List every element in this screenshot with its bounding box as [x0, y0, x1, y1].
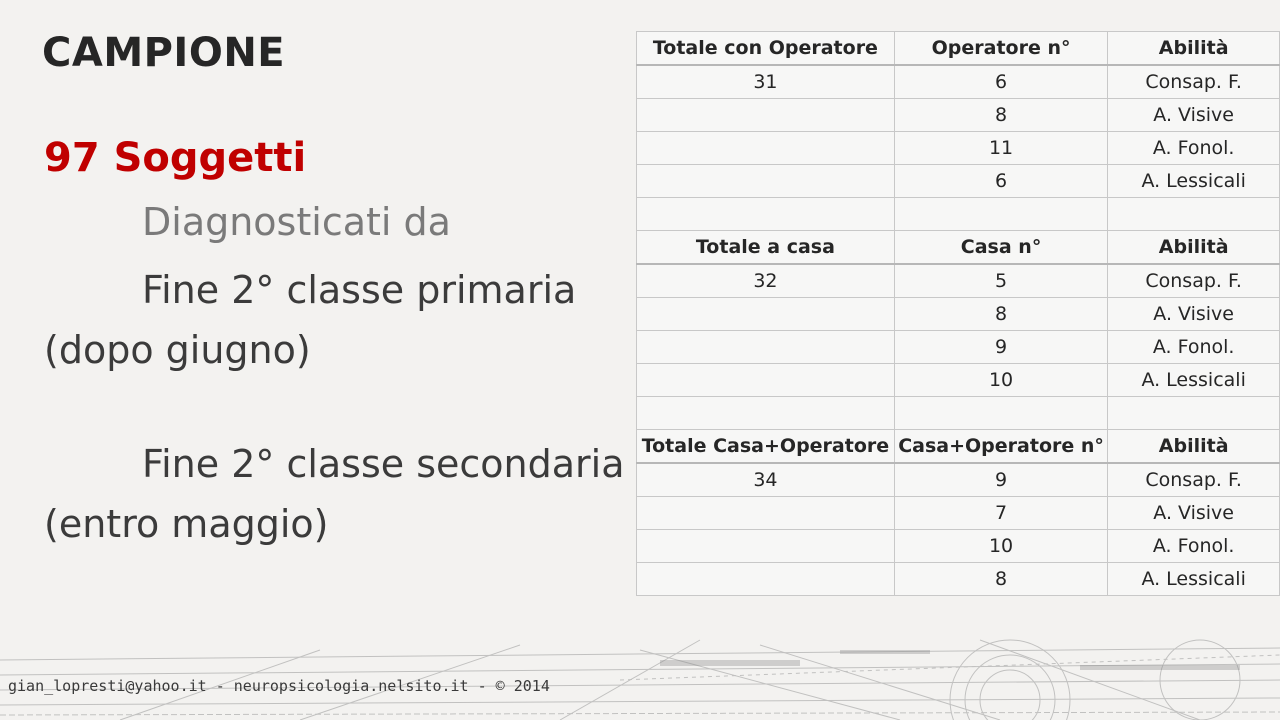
table-cell: 6 [894, 65, 1107, 99]
table-cell: 5 [894, 264, 1107, 298]
table-cell: A. Lessicali [1108, 165, 1280, 198]
text-line-primary: Fine 2° classe primaria [142, 268, 577, 312]
table-cell: Consap. F. [1108, 65, 1280, 99]
table-cell: 32 [637, 264, 895, 298]
table-cell: 7 [894, 497, 1107, 530]
table-cell: 8 [894, 563, 1107, 596]
table-row [637, 264, 1280, 298]
header-cell: Totale Casa+Operatore [637, 430, 895, 464]
header-cell: Abilità [1108, 430, 1280, 464]
table-cell: 10 [894, 530, 1107, 563]
table-row [637, 530, 1280, 563]
table-cell [637, 132, 895, 165]
table-row [637, 497, 1280, 530]
table-cell [637, 298, 895, 331]
table-cell: 8 [894, 99, 1107, 132]
table-row [637, 463, 1280, 497]
table-cell: A. Visive [1108, 99, 1280, 132]
table-cell: 34 [637, 463, 895, 497]
table-row [637, 132, 1280, 165]
table-cell: A. Visive [1108, 497, 1280, 530]
table-row [637, 65, 1280, 99]
subjects-count: 97 Soggetti [44, 135, 307, 181]
table-cell: A. Fonol. [1108, 132, 1280, 165]
table-cell: 6 [894, 165, 1107, 198]
table-cell: 9 [894, 463, 1107, 497]
table-cell: A. Fonol. [1108, 530, 1280, 563]
text-line-secondary-note: (entro maggio) [44, 502, 329, 546]
table-cell: A. Lessicali [1108, 563, 1280, 596]
table-cell [637, 331, 895, 364]
table-row [637, 563, 1280, 596]
table-header-row [637, 231, 1280, 265]
table-cell: Consap. F. [1108, 463, 1280, 497]
table-cell: 9 [894, 331, 1107, 364]
table-row [637, 165, 1280, 198]
table-header-row [637, 430, 1280, 464]
table-cell: 8 [894, 298, 1107, 331]
text-line-diagnosed-by: Diagnosticati da [142, 200, 451, 244]
header-cell: Casa+Operatore n° [894, 430, 1107, 464]
header-cell: Casa n° [894, 231, 1107, 265]
header-cell: Abilità [1108, 32, 1280, 66]
table-cell [637, 497, 895, 530]
table-spacer-row [637, 198, 1280, 231]
text-line-secondary: Fine 2° classe secondaria [142, 442, 625, 486]
table-cell: 31 [637, 65, 895, 99]
table-cell: A. Fonol. [1108, 331, 1280, 364]
table-row [637, 364, 1280, 397]
table-cell: A. Lessicali [1108, 364, 1280, 397]
table-cell [637, 165, 895, 198]
table-row [637, 298, 1280, 331]
header-cell: Totale a casa [637, 231, 895, 265]
table-cell [637, 530, 895, 563]
header-cell: Abilità [1108, 231, 1280, 265]
slide-title: CAMPIONE [42, 30, 286, 76]
table-cell: 10 [894, 364, 1107, 397]
table-cell: Consap. F. [1108, 264, 1280, 298]
data-table [636, 31, 1280, 596]
table-spacer-row [637, 397, 1280, 430]
decorative-sketch-background [0, 620, 1280, 720]
text-line-primary-note: (dopo giugno) [44, 328, 311, 372]
table-row [637, 331, 1280, 364]
table-cell [637, 563, 895, 596]
header-cell: Totale con Operatore [637, 32, 895, 66]
header-cell: Operatore n° [894, 32, 1107, 66]
table-cell [637, 99, 895, 132]
table-header-row [637, 32, 1280, 66]
table-row [637, 99, 1280, 132]
footer-credits: gian_lopresti@yahoo.it - neuropsicologia.nelsito.it - © 2014 [8, 677, 550, 695]
table-cell [637, 364, 895, 397]
table-cell: A. Visive [1108, 298, 1280, 331]
table-cell: 11 [894, 132, 1107, 165]
